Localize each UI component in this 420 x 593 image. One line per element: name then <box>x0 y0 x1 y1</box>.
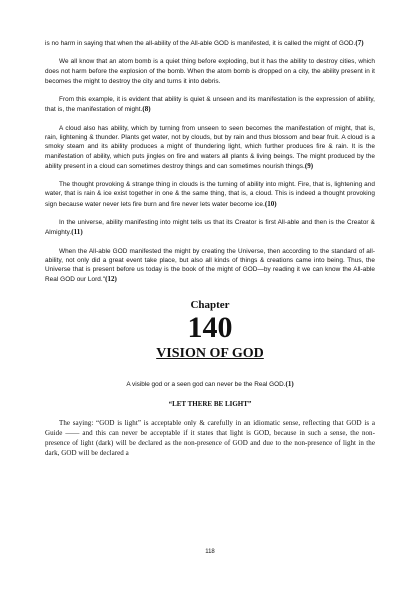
paragraph-text: When the All-able GOD manifested the might by creating the Universe, then according to the standard of all-ability, not only did a great event take place, but also all kinds of things & creations came into being. Thus, the Universe that is present before us today is the book of the might of GOD—by reading it we can know the All-able Real GOD our Lord." <box>45 247 375 284</box>
paragraph-text: The thought provoking & strange thing in clouds is the turning of ability into might. Fire, that is, lightening and water, that is rain & ice exist together in one & the same thing, that is, a cloud. This is indeed a thought provoking sign because water never lets fire burn and fire never lets water become ice. <box>45 181 375 208</box>
chapter-number: 140 <box>187 310 233 344</box>
reference-number: (11) <box>71 228 83 237</box>
paragraph-1 <box>45 38 375 48</box>
paragraph-4 <box>45 124 375 171</box>
paragraph-5 <box>45 180 375 209</box>
chapter-title: VISION OF GOD <box>156 345 264 361</box>
paragraph-text: is no harm in saying that when the all-ability of the All-able GOD is manifested, it is called the might of GOD. <box>45 40 356 47</box>
intro-line <box>45 380 375 388</box>
reference-number: (8) <box>142 105 151 114</box>
reference-number: (7) <box>355 39 364 47</box>
paragraph-text: In the universe, ability manifesting into might tells us that its Creator is first All-able and then is the Creator & Almighty. <box>45 218 375 237</box>
paragraph-6 <box>45 218 375 238</box>
page-body <box>45 38 375 467</box>
reference-number: (9) <box>304 161 314 170</box>
paragraph-3 <box>45 95 375 115</box>
paragraph-2 <box>45 57 375 86</box>
paragraph-text: From this example, it is evident that ability is quiet & unseen and its manifestation is the expression of ability, that is, the manifestation of might. <box>45 96 375 114</box>
reference-number: (12) <box>105 275 117 284</box>
intro-text: A visible god or a seen god can never be the Real GOD. <box>126 380 286 388</box>
section-heading: “LET THERE BE LIGHT” <box>168 399 252 408</box>
reference-number: (10) <box>264 199 277 208</box>
page-number: 118 <box>205 549 215 555</box>
paragraph-7 <box>45 247 375 285</box>
chapter-label: Chapter <box>190 298 230 311</box>
reference-number: (1) <box>285 379 294 388</box>
paragraph-text: We all know that an atom bomb is a quiet thing before exploding, but it has the ability to destroy cities, which does not harm before the explosion of the bomb. When the atom bomb is dropped on a city, the ability present in it becomes the might to destroy the city and turns it into debris. <box>45 58 375 85</box>
paragraph-last: The saying: “GOD is light” is acceptable only & carefully in an idiomatic sense, reflecting that GOD is a Guide —— and this can never be acceptable if it states that light is GOD, because in such a sense, the non-presence of light (dark) will be declared as the non-presence of GOD and due to the non-presence of light in the dark, GOD will be declared a <box>45 418 375 458</box>
paragraph-text: A cloud also has ability, which by turning from unseen to seen becomes the manifestation of might, that is, rain, lightening & thunder. Plants get water, not by clouds, but by rain and thus blossom and bear fruit. A cloud is a smoky steam and its ability produces a might of thundering light, which further produces fire & rain. It is the manifestation of ability, which puts jingles on fire and waters all plants & living beings. The might produced by the ability present in a cloud can sometimes destroy things and can sometimes nourish things. <box>45 124 375 170</box>
